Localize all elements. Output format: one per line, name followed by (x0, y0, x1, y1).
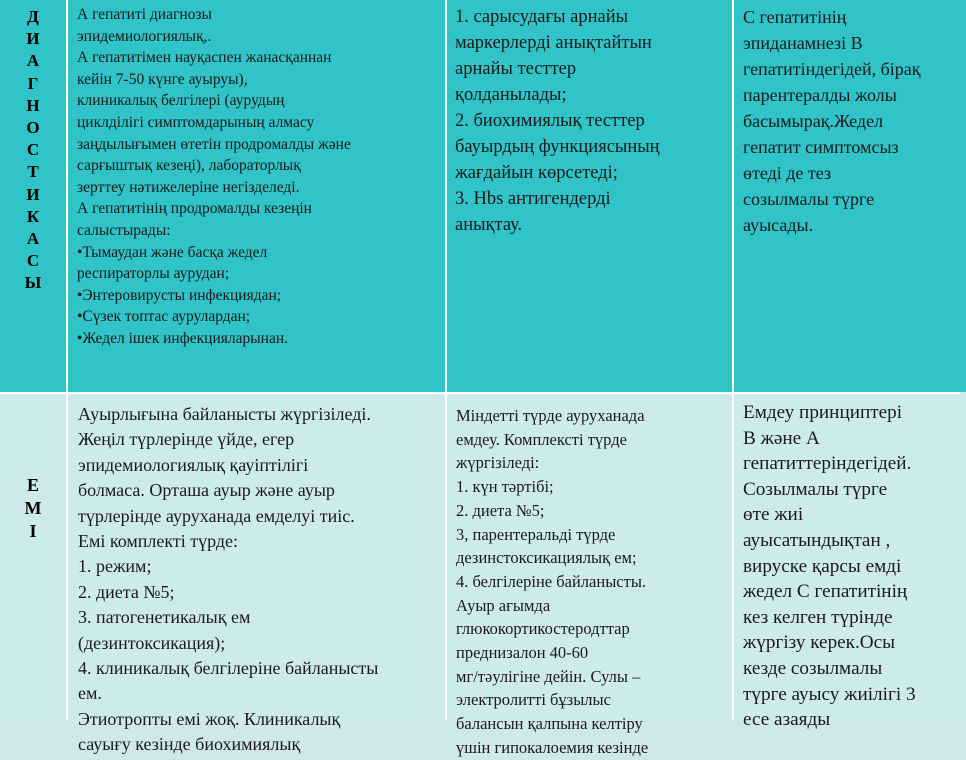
heading-letter: И (26, 184, 40, 204)
text-line: Ауыр ағымда (456, 595, 551, 615)
text-line: эпиданамнезі В (743, 33, 863, 53)
text-line: гепатитіндегідей, бірақ (743, 59, 921, 79)
text-line: А гепатитінің продромалды кезеңін (77, 200, 312, 218)
text-line: мг/тәулігіне дейін. Сулы – (456, 666, 641, 686)
text-line: түрлерінде ауруханада емделуі тиіс. (78, 505, 355, 526)
text-line: кезде созылмалы (743, 657, 883, 679)
text-line: кез келген түрінде (743, 606, 893, 628)
text-line: •Энтеровирусты инфекциядан; (77, 286, 282, 304)
text-line: электролитті бұзылыс (456, 690, 611, 710)
heading-letter: Ы (24, 273, 42, 293)
text-line: түрге ауысу жиілігі 3 (743, 683, 916, 705)
text-line: жағдайын көрсетеді; (455, 163, 618, 183)
text-line: жүргізіледі: (456, 453, 540, 473)
text-line: салыстырады: (77, 221, 171, 239)
text-line: 4. белгілеріне байланысты. (456, 571, 647, 591)
text-line: В және А (743, 427, 820, 449)
diagnostics-tests-cell (447, 0, 732, 392)
heading-letter: С (26, 140, 40, 160)
text-line: респираторлы аурудан; (77, 265, 230, 283)
text-line: жедел С гепатитінің (743, 581, 908, 603)
text-line: 2. диета №5; (456, 500, 545, 520)
heading-letter: Т (27, 162, 39, 182)
text-line: •Сүзек топтас аурулардан; (77, 308, 251, 326)
text-line: өте жиі (743, 504, 804, 526)
treatment-hepatitis-a-cell (68, 394, 445, 755)
text-line: балансын қалпына келтіру (456, 714, 643, 734)
text-line: 2. биохимиялық тесттер (455, 111, 645, 131)
heading-letter: А (26, 229, 40, 249)
text-line: 1. сарысудағы арнайы (455, 7, 629, 27)
text-line: циклділігі симптомдарының алмасу (77, 113, 315, 131)
heading-letter: Г (27, 73, 39, 93)
text-line: заңдылығымен өтетін продромалды және (77, 135, 351, 153)
heading-letter: Н (26, 95, 40, 115)
text-line: глюкокортикостеродттар (456, 619, 630, 639)
heading-letter: М (24, 498, 42, 518)
text-line: арнайы тесттер (455, 59, 577, 79)
text-line: (дезинтоксикация); (78, 632, 226, 653)
text-line: сарғыштық кезеңі), лабораторлық (77, 157, 301, 175)
text-line: ауысады. (743, 215, 814, 235)
text-line: 4. клиникалық белгілеріне байланысты (78, 658, 379, 679)
text-line: сауығу кезінде биохимиялық (78, 734, 301, 755)
text-line: гепатиттеріндегідей. (743, 453, 912, 475)
text-line: Емдеу принциптері (743, 402, 903, 423)
treatment-hepatitis-c-cell (734, 394, 966, 731)
heading-letter: Д (27, 7, 39, 26)
text-line: кейін 7-50 күнге ауыруы), (77, 70, 248, 88)
text-line: зерттеу нәтижелеріне негізделеді. (77, 178, 300, 196)
diagnostics-hepatitis-c-cell (734, 0, 966, 392)
text-line: Созылмалы түрге (743, 478, 888, 500)
heading-letter: С (26, 251, 40, 271)
text-line: анықтау. (455, 215, 523, 235)
text-line: болмаса. Орташа ауыр және ауыр (78, 480, 335, 501)
text-line: 1. режим; (78, 556, 152, 577)
text-line: Емі комплекті түрде: (78, 531, 239, 552)
heading-letter: І (29, 521, 37, 541)
text-line: •Тымаудан және басқа жедел (77, 243, 268, 261)
text-line: Этиотропты емі жоқ. Клиникалық (78, 708, 341, 729)
text-line: •Жедел ішек инфекцияларынан. (77, 329, 288, 347)
text-line: ауысатындықтан , (743, 529, 891, 551)
text-line: үшін гипокалоемия кезінде (456, 737, 649, 757)
text-line: Міндетті түрде ауруханада (456, 406, 645, 425)
text-line: эпидемиологиялық,. (77, 27, 212, 45)
text-line: есе азаяды (743, 709, 831, 731)
diagnostics-epidemiology-cell (68, 0, 445, 392)
text-line: С гепатитінің (743, 7, 847, 27)
text-line: емдеу. Комплексті түрде (456, 429, 627, 449)
text-line: Жеңіл түрлерінде үйде, егер (78, 429, 295, 450)
text-line: А гепатиті диагнозы (77, 6, 212, 23)
text-line: басымырақ.Жедел (743, 111, 884, 131)
text-line: преднизалон 40-60 (456, 643, 589, 663)
heading-letter: О (26, 118, 40, 138)
text-line: вируске қарсы емді (743, 555, 902, 577)
treatment-hepatitis-b-cell (447, 394, 732, 757)
text-line: 3. патогенетикалық ем (78, 607, 251, 628)
text-line: гепатит симптомсыз (743, 137, 899, 157)
text-line: 3. Hbs антигендерді (455, 189, 611, 209)
text-line: қолданылады; (455, 85, 567, 105)
text-line: өтеді де тез (743, 163, 832, 183)
text-line: 2. диета №5; (78, 581, 175, 602)
diagnostics-heading (0, 0, 66, 392)
text-line: дезинстоксикациялық ем; (456, 548, 637, 568)
text-line: созылмалы түрге (743, 189, 875, 209)
heading-letter: А (26, 51, 40, 71)
text-line: эпидемиологиялық қауіптілігі (78, 454, 309, 475)
heading-letter: К (26, 206, 40, 226)
text-line: маркерлерді анықтайтын (455, 33, 652, 53)
text-line: Ауырлығына байланысты жүргізіледі. (78, 404, 371, 424)
treatment-heading (0, 394, 66, 722)
text-line: А гепатитімен науқаспен жанасқаннан (77, 49, 332, 67)
text-line: ем. (78, 683, 102, 704)
text-line: бауырдың функциясының (455, 137, 660, 157)
heading-letter: Е (26, 475, 39, 495)
text-line: 3, парентеральді түрде (456, 524, 616, 544)
text-line: жүргізу керек.Осы (743, 632, 896, 654)
heading-letter: И (26, 29, 40, 49)
text-line: клиникалық белгілері (аурудың (77, 92, 285, 110)
text-line: парентералды жолы (743, 85, 897, 105)
text-line: 1. күн тәртібі; (456, 477, 554, 497)
